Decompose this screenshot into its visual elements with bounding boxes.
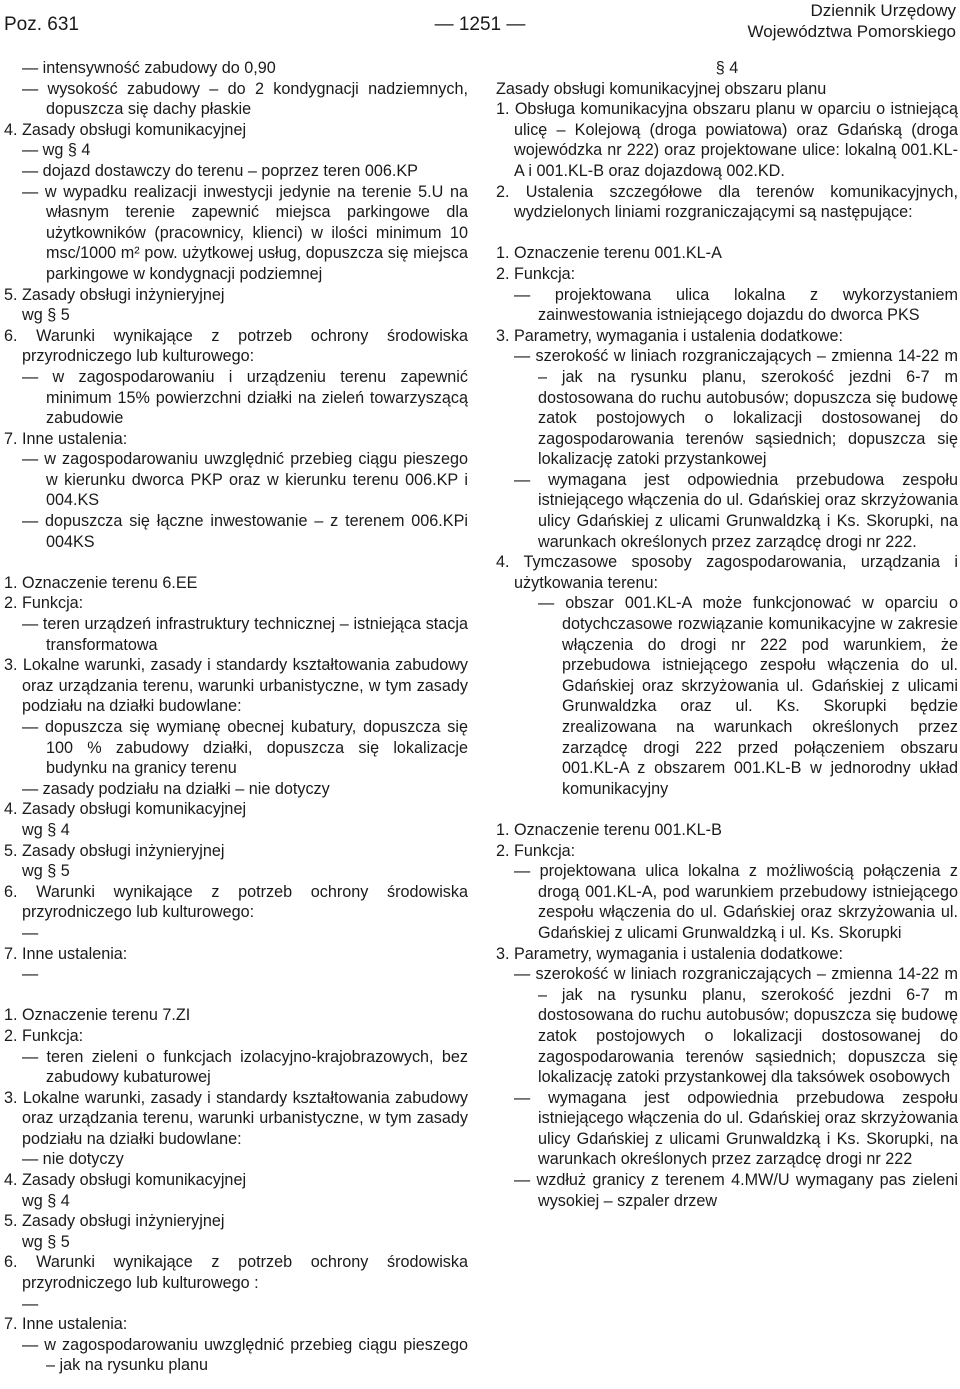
paragraph: — nie dotyczy [22,1150,124,1169]
paragraph: 2. Funkcja: [496,264,576,283]
paragraph: 5. Zasady obsługi inżynieryjnej [4,1212,225,1231]
journal-title-line1: Dziennik Urzędowy [810,1,956,20]
paragraph: 5. Zasady obsługi inżynieryjnej [4,285,225,304]
paragraph: 2. Funkcja: [496,841,576,860]
paragraph: wg § 5 [22,862,70,881]
paragraph: 2. Funkcja: [4,594,84,613]
paragraph: — w zagospodarowaniu uwzględnić przebieg ciągu pieszego – jak na rysunku planu [22,1335,468,1375]
paragraph-spacer [496,799,958,820]
right-text-column [496,58,958,1211]
paragraph: § 4 [715,59,739,77]
paragraph: 6. Warunki wynikające z potrzeb ochrony środowiska przyrodniczego lub kulturowego : [4,1253,468,1293]
page-folio: — 1251 — [434,14,526,35]
paragraph: — [22,923,39,942]
left-text-column [4,58,468,1376]
paragraph: — wymagana jest odpowiednia przebudowa zespołu istniejącego włączenia do ul. Gdańskiej oraz skrzyżowania ulicy Gdańskiej z ulicami Grunwaldzką i Ks. Skorupki, na warunkach określonych przez zarządcę drogi nr 222 [514,1088,958,1169]
paragraph: — dopuszcza się łączne inwestowanie – z terenem 006.KPi 004KS [22,512,468,551]
journal-title [748,0,957,42]
paragraph-spacer [4,985,468,1006]
paragraph: 7. Inne ustalenia: [4,1315,128,1334]
paragraph: 1. Oznaczenie terenu 6.EE [4,573,198,592]
paragraph: Zasady obsługi komunikacyjnej obszaru planu [496,79,827,98]
paragraph: — wg § 4 [22,141,91,160]
paragraph: 2. Ustalenia szczegółowe dla terenów komunikacyjnych, wydzielonych liniami rozgraniczającymi są następujące: [496,182,958,222]
paragraph: — [22,1294,39,1313]
paragraph: wg § 4 [22,1191,70,1210]
paragraph: 1. Oznaczenie terenu 7.ZI [4,1006,191,1025]
paragraph: wg § 5 [22,306,70,325]
paragraph: 4. Zasady obsługi komunikacyjnej [4,120,247,139]
paragraph-spacer [4,552,468,573]
paragraph: — wysokość zabudowy – do 2 kondygnacji nadziemnych, dopuszcza się dachy płaskie [22,79,468,119]
paragraph: 4. Tymczasowe sposoby zagospodarowania, urządzania i użytkowania terenu: [496,553,958,592]
paragraph: 4. Zasady obsługi komunikacyjnej [4,800,247,819]
paragraph: 3. Lokalne warunki, zasady i standardy kształtowania zabudowy oraz urządzania terenu, warunki urbanistyczne, w tym zasady podziału na działki budowlane: [4,656,468,716]
paragraph: — teren zieleni o funkcjach izolacyjno-krajobrazowych, bez zabudowy kubaturowej [22,1047,468,1087]
paragraph: — szerokość w liniach rozgraniczających – zmienna 14-22 m – jak na rysunku planu, szerokość jezdni 6-7 m dostosowana do ruchu autobusów; dopuszcza się budowę zatok postojowych o lokalizacji dostosowanej do zagospodarowania terenów sąsiednich; dopuszcza się lokalizację zatoki przystankowej dla taksówek osobowych [514,965,958,1087]
paragraph: 3. Parametry, wymagania i ustalenia dodatkowe: [496,326,844,345]
paragraph: — w wypadku realizacji inwestycji jedynie na terenie 5.U na własnym terenie zapewnić miejsca parkingowe dla użytkowników (pracownicy, klienci) w ilości minimum 10 msc/1000 m² pow. użytkowej usług, dopuszcza się miejsca parkingowe w kondygnacji podziemnej [22,182,468,283]
paragraph: 1. Obsługa komunikacyjna obszaru planu w oparciu o istniejącą ulicę – Kolejową (droga powiatowa) oraz Gdańską (droga wojewódzka nr 222) oraz projektowane ulice: lokalną 001.KL-A i 001.KL-B oraz dojazdową 002.KD. [496,100,958,180]
journal-title-line2: Województwa Pomorskiego [747,22,956,41]
paragraph: — wzdłuż granicy z terenem 4.MW/U wymagany pas zieleni wysokiej – szpaler drzew [514,1171,958,1210]
paragraph: 3. Lokalne warunki, zasady i standardy kształtowania zabudowy oraz urządzania terenu, warunki urbanistyczne, w tym zasady podziału na działki budowlane: [4,1088,468,1148]
paragraph: 2. Funkcja: [4,1026,84,1045]
paragraph: — intensywność zabudowy do 0,90 [22,59,276,77]
paragraph: — dojazd dostawczy do terenu – poprzez teren 006.KP [22,161,418,180]
paragraph: 5. Zasady obsługi inżynieryjnej [4,841,225,860]
paragraph: — szerokość w liniach rozgraniczających – zmienna 14-22 m – jak na rysunku planu, szerokość jezdni 6-7 m dostosowana do ruchu autobusów; dopuszcza się budowę zatok postojowych o lokalizacji dostosowanej do zagospodarowania terenów sąsiednich; dopuszcza się lokalizację zatoki przystankowej [514,347,958,469]
paragraph: 1. Oznaczenie terenu 001.KL-B [496,820,722,839]
paragraph: — zasady podziału na działki – nie dotyczy [22,779,330,798]
paragraph: — dopuszcza się wymianę obecnej kubatury, dopuszcza się 100 % zabudowy działki, dopuszcza się lokalizacje budynku na granicy terenu [22,718,468,778]
paragraph: 7. Inne ustalenia: [4,944,128,963]
position-number: Poz. 631 [4,14,79,35]
paragraph: — wymagana jest odpowiednia przebudowa zespołu istniejącego włączenia do ul. Gdańskiej oraz skrzyżowania ulicy Gdańskiej z ulicami Grunwaldzką i Ks. Skorupki, na warunkach określonych przez zarządcę drogi nr 222. [514,470,958,551]
paragraph: — obszar 001.KL-A może funkcjonować w oparciu o dotychczasowe rozwiązanie komunikacyjne w zakresie włączenia do drogi nr 222 pod warunkiem, że przebudowa istniejącego zespołu włączenia do ul. Gdańskiej oraz skrzyżowania ul. Gdańskiej z ulicami Grunwaldzka oraz ul. Ks. Skorupki będzie zrealizowana na warunkach określonych przez zarządcę drogi 222 przed połączeniem obszaru 001.KL-A z obszarem 001.KL-B w jednorodny układ komunikacyjny [538,594,958,798]
paragraph: — w zagospodarowaniu i urządzeniu terenu zapewnić minimum 15% powierzchni działki na zieleń towarzyszącą zabudowie [22,367,468,428]
page-header [0,0,960,44]
paragraph: 4. Zasady obsługi komunikacyjnej [4,1171,247,1190]
paragraph: 1. Oznaczenie terenu 001.KL-A [496,244,722,263]
paragraph: — w zagospodarowaniu uwzględnić przebieg ciągu pieszego w kierunku dworca PKP oraz w kierunku terenu 006.KP i 004.KS [22,450,468,510]
paragraph: — teren urządzeń infrastruktury technicznej – istniejąca stacja transformatowa [22,615,468,654]
paragraph: — [22,965,39,984]
paragraph: — projektowana ulica lokalna z wykorzystaniem zainwestowania istniejącego dojazdu do dworca PKS [514,285,958,325]
paragraph: 7. Inne ustalenia: [4,429,128,448]
paragraph: wg § 4 [22,820,70,839]
paragraph-spacer [496,223,958,244]
paragraph: wg § 5 [22,1232,70,1251]
paragraph: 6. Warunki wynikające z potrzeb ochrony środowiska przyrodniczego lub kulturowego: [4,882,468,922]
paragraph: 3. Parametry, wymagania i ustalenia dodatkowe: [496,944,844,963]
paragraph: — projektowana ulica lokalna z możliwością połączenia z drogą 001.KL-A, pod warunkiem przebudowy istniejącego zespołu włączenia do ul. Gdańskiej oraz skrzyżowania ul. Gdańskiej z ulicami Grunwaldzką i ul. Ks. Skorupki [514,862,958,942]
paragraph: 6. Warunki wynikające z potrzeb ochrony środowiska przyrodniczego lub kulturowego: [4,326,468,366]
